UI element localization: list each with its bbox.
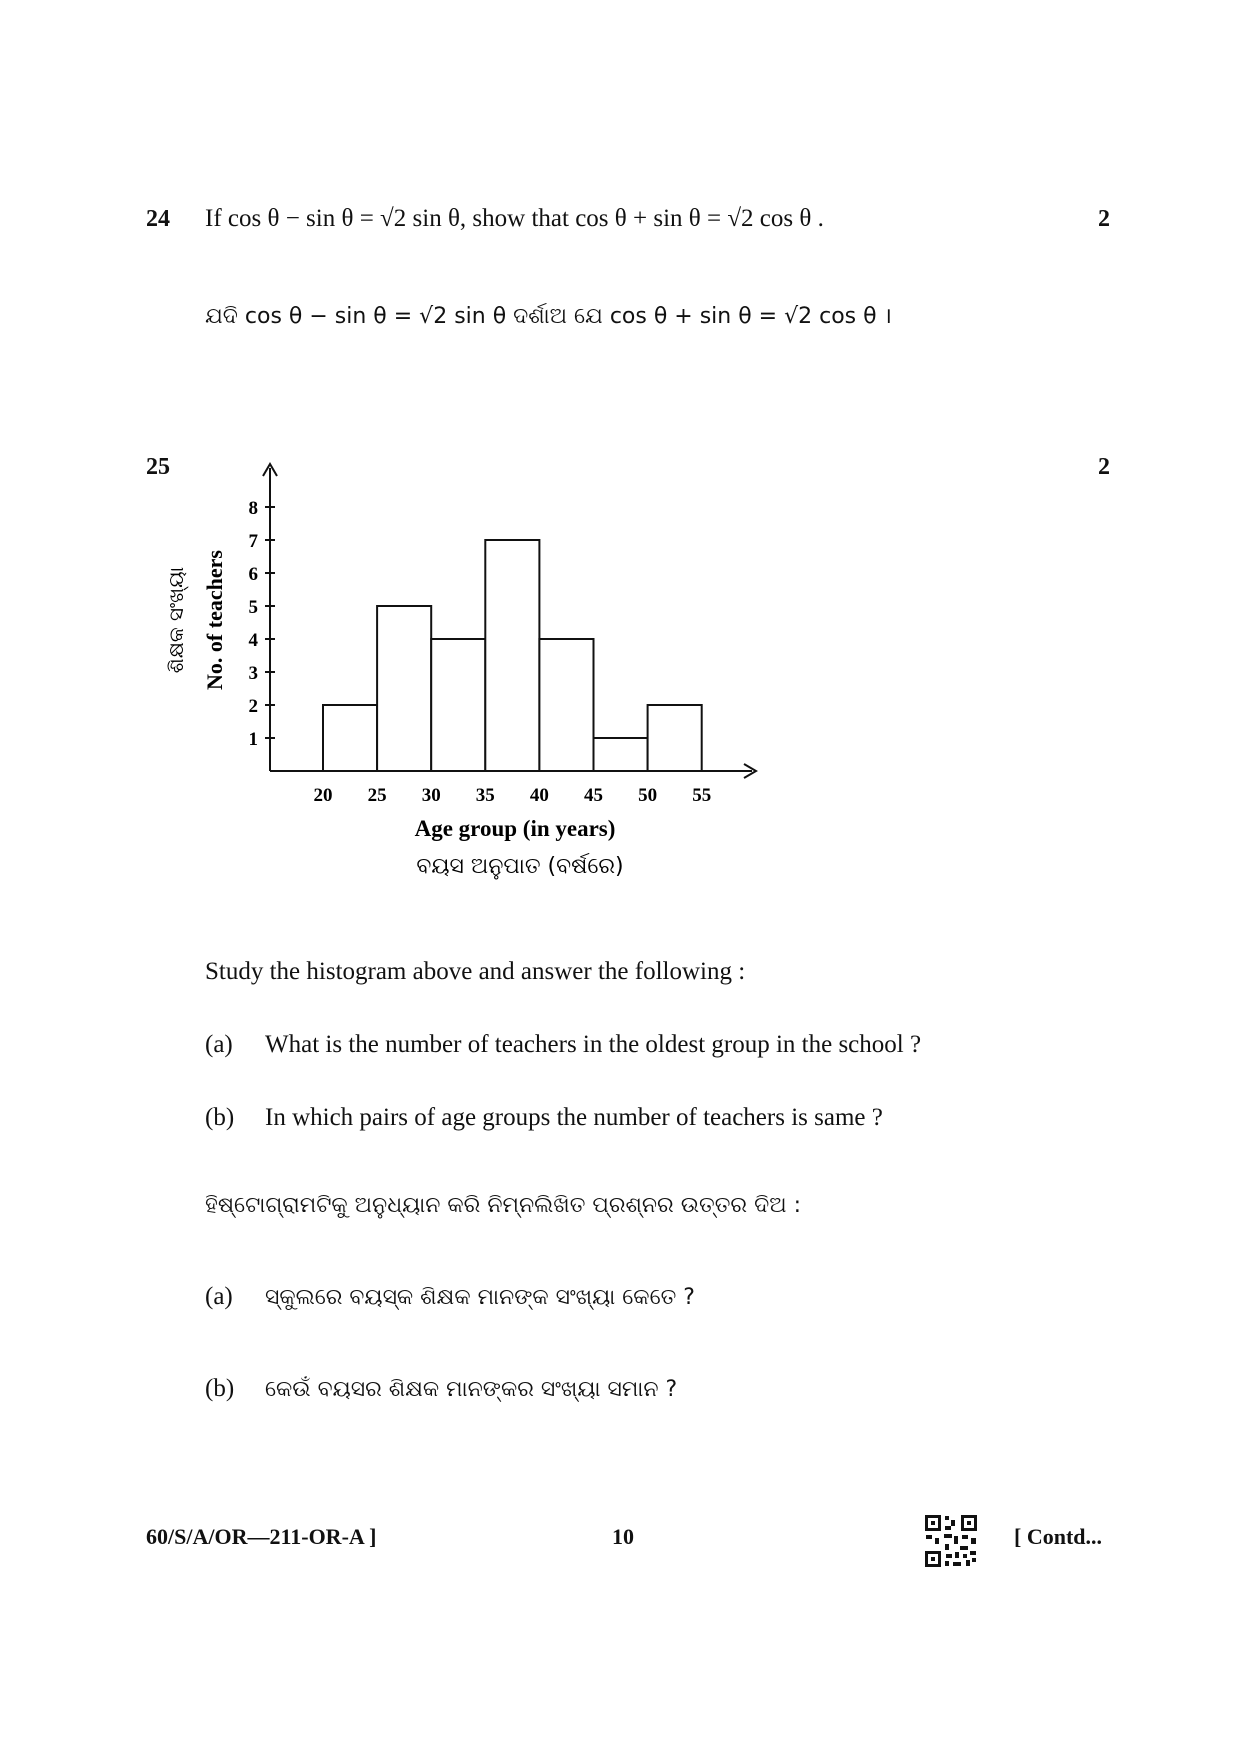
question-marks: 2	[1098, 206, 1110, 232]
x-tick-label: 25	[367, 785, 387, 806]
x-tick-label: 20	[313, 785, 333, 806]
question-text: If cos θ − sin θ = √2 sin θ, show that cos θ + sin θ = √2 cos θ .	[205, 205, 824, 232]
x-tick-label: 45	[584, 785, 603, 806]
x-tick-label: 50	[638, 785, 658, 806]
histogram-bar	[431, 639, 485, 771]
y-tick-label: 3	[248, 663, 258, 684]
x-tick-label: 40	[529, 785, 549, 806]
sub-question-text: What is the number of teachers in the oldest group in the school ?	[265, 1031, 922, 1058]
histogram-marks	[249, 464, 757, 806]
question-number: 25	[146, 454, 170, 480]
y-tick-label: 8	[248, 498, 258, 519]
qr-code-icon	[924, 1514, 978, 1568]
sub-question-a-odia	[205, 1283, 695, 1311]
x-tick-label: 35	[475, 785, 495, 806]
histogram-bar	[648, 705, 702, 771]
histogram-bar	[594, 738, 648, 771]
question-number: 24	[146, 206, 170, 232]
x-axis-label-odia: ବୟସ ଅନୁପାତ (ବର୍ଷରେ)	[416, 854, 624, 879]
sub-question-a	[205, 1031, 921, 1059]
histogram-bar	[539, 639, 593, 771]
sub-question-text-odia: ସ୍କୁଲରେ ବୟସ୍କ ଶିକ୍ଷକ ମାନଙ୍କ ସଂଖ୍ୟା କେତେ ?	[265, 1285, 695, 1310]
sub-question-text-odia: କେଉଁ ବୟସର ଶିକ୍ଷକ ମାନଙ୍କର ସଂଖ୍ୟା ସମାନ ?	[265, 1377, 678, 1402]
contd-label: [ Contd...	[1014, 1524, 1103, 1549]
y-axis-label: No. of teachers	[202, 550, 227, 690]
histogram-bar	[323, 705, 377, 771]
histogram-bar	[485, 540, 539, 771]
histogram-bar	[377, 606, 431, 771]
sub-question-text: In which pairs of age groups the number of teachers is same ?	[265, 1104, 883, 1131]
instruction-text-odia: ହିଷ୍ଟୋଗ୍ରାମଟିକୁ ଅନୁଧ୍ୟାନ କରି ନିମ୍ନଲିଖିତ ପ୍ରଶ୍ନର ଉତ୍ତର ଦିଅ :	[205, 1193, 801, 1218]
x-tick-label: 30	[421, 785, 441, 806]
y-tick-label: 1	[248, 729, 258, 750]
sub-question-label: (a)	[205, 1283, 233, 1310]
y-tick-label: 5	[248, 597, 258, 618]
sub-question-label: (a)	[205, 1031, 233, 1058]
x-tick-label: 55	[692, 785, 712, 806]
sub-question-b-odia	[205, 1375, 677, 1403]
y-tick-label: 4	[248, 630, 258, 651]
paper-code: 60/S/A/OR—211-OR-A ]	[146, 1524, 377, 1549]
question-text-odia: ଯଦି cos θ − sin θ = √2 sin θ ଦର୍ଶାଅ ଯେ cos θ + sin θ = √2 cos θ ।	[205, 304, 892, 329]
sub-question-b	[205, 1104, 883, 1132]
sub-question-label: (b)	[205, 1375, 235, 1402]
instruction-text: Study the histogram above and answer the following :	[205, 958, 746, 985]
sub-question-label: (b)	[205, 1104, 235, 1131]
y-axis-label-odia: ଶିକ୍ଷକ ସଂଖ୍ୟା	[164, 566, 188, 674]
question-marks: 2	[1098, 454, 1110, 480]
y-tick-label: 6	[248, 564, 258, 585]
y-tick-label: 2	[248, 696, 258, 717]
y-tick-label: 7	[248, 531, 258, 552]
page-number: 10	[612, 1524, 634, 1549]
x-axis-label: Age group (in years)	[414, 816, 616, 841]
